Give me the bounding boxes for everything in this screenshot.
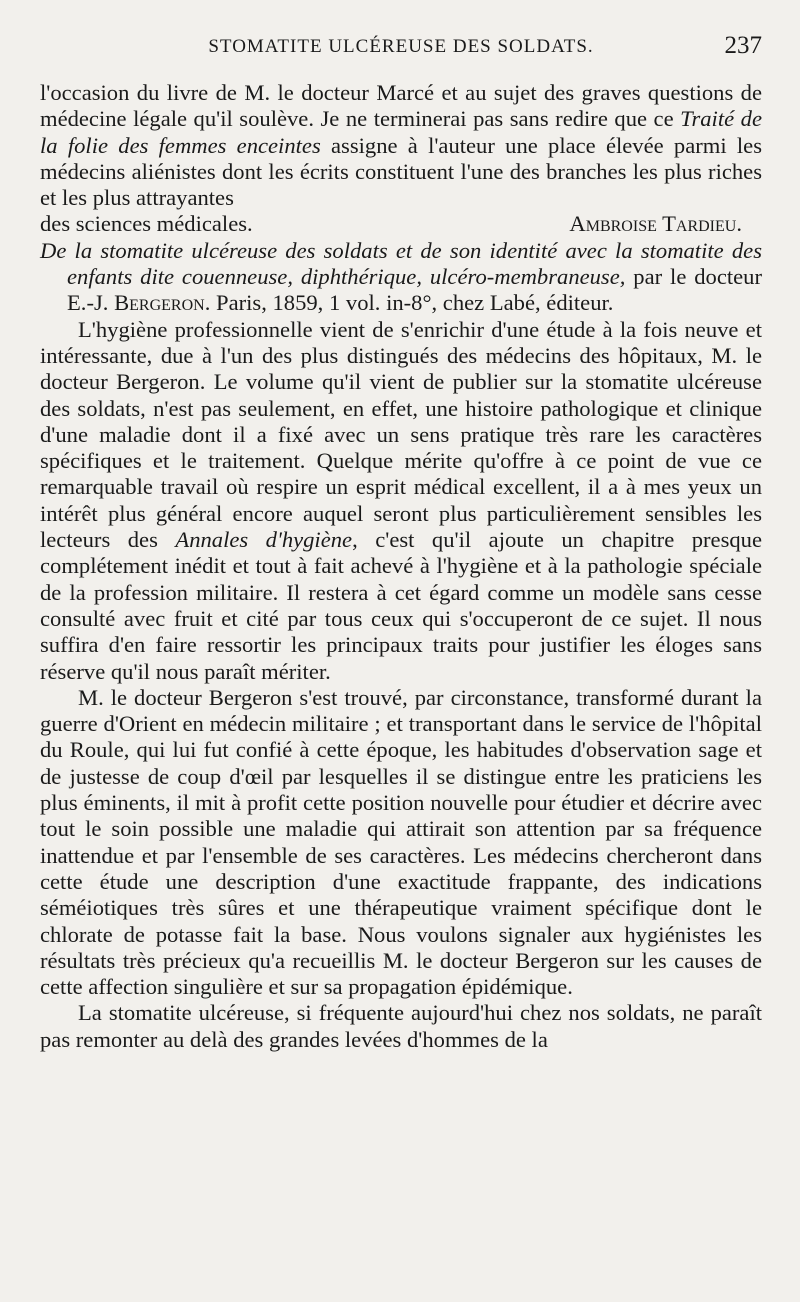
paragraph-3: La stomatite ulcéreuse, si fréquente aujourd'hui chez nos soldats, ne paraît pas remonter au delà des grandes levées d'hommes de la: [40, 1000, 762, 1052]
intro-last-line: des sciences médicales.: [40, 211, 253, 237]
intro-lead: l'occasion du livre de M. le docteur Marcé et au sujet des graves questions de médecine légale qu'il soulève. Je ne terminerai pas sans redire que ce: [40, 80, 762, 132]
running-title: STOMATITE ULCÉREUSE DES SOLDATS.: [208, 36, 594, 57]
journal-title: Annales d'hygiène: [175, 527, 353, 553]
review-title: De la stomatite ulcéreuse des soldats et de son identité avec la stomatite des enfants dite couenneuse, diphthérique, ulcéro-membraneuse,: [40, 237, 762, 290]
page-header: [40, 30, 762, 80]
intro-book-title: Traité de la folie des femmes enceintes: [40, 106, 762, 158]
paragraph-1: [40, 317, 762, 685]
review-by: par le docteur E.-J.: [67, 264, 762, 316]
intro-paragraph: [40, 80, 762, 211]
paragraph-2: M. le docteur Bergeron s'est trouvé, par circonstance, transformé durant la guerre d'Orient en médecin militaire ; et transportant dans le service de l'hôpital du Roule, qui lui fut confié à cette époque, les habitudes d'observation sage et de justesse de coup d'œil par lesquelles il se distingue entre les praticiens les plus éminents, il mit à profit cette position nouvelle pour étudier et décrire avec tout le soin possible une maladie qui attirait son attention par sa fréquence inattendue et par l'ensemble de ses caractères. Les médecins chercheront dans cette étude une description d'une exactitude frappante, des indications séméiotiques très sûres et une thérapeutique vraiment spécifique dont le chlorate de potasse fait la base. Nous voulons signaler aux hygiénistes les résultats très précieux qu'a recueillis M. le docteur Bergeron sur les causes de cette affection singulière et sur sa propagation épidémique.: [40, 684, 762, 1000]
review-publication: . Paris, 1859, 1 vol. in-8°, chez Labé, éditeur.: [204, 290, 614, 316]
signature-line: [40, 211, 762, 237]
body-text: [40, 80, 762, 1053]
review-author: Bergeron: [114, 290, 205, 316]
author-signature: Ambroise Tardieu.: [569, 211, 742, 237]
paragraph-1-part-b: , c'est qu'il ajoute un chapitre presque complétement inédit et tout à fait achevé à l'hygiène et à la pathologie spéciale de la profession militaire. Il restera à cet égard comme un modèle sans cesse consulté avec fruit et cité par tous ceux qui s'occuperont de ce sujet. Il nous suffira d'en faire ressortir les principaux traits pour justifier les éloges sans réserve qu'il nous paraît mériter.: [40, 527, 762, 684]
review-heading: [40, 238, 762, 317]
intro-tail: assigne à l'auteur une place élevée parmi les médecins aliénistes dont les écrits constituent l'une des branches les plus riches et les plus attrayantes: [40, 132, 762, 211]
paragraph-1-part-a: L'hygiène professionnelle vient de s'enrichir d'une étude à la fois neuve et intéressante, due à l'un des plus distingués des médecins des hôpitaux, M. le docteur Bergeron. Le volume qu'il vient de publier sur la stomatite ulcéreuse des soldats, n'est pas seulement, en effet, une histoire pathologique et clinique d'une maladie dont il a fixé avec un sens pratique très rare les caractères spécifiques et le traitement. Quelque mérite qu'offre à ce point de vue ce remarquable travail où respire un esprit médical excellent, il a à mes yeux un intérêt plus général encore auquel seront plus particulièrement sensibles les lecteurs des: [40, 316, 762, 553]
page-number: 237: [724, 32, 762, 59]
